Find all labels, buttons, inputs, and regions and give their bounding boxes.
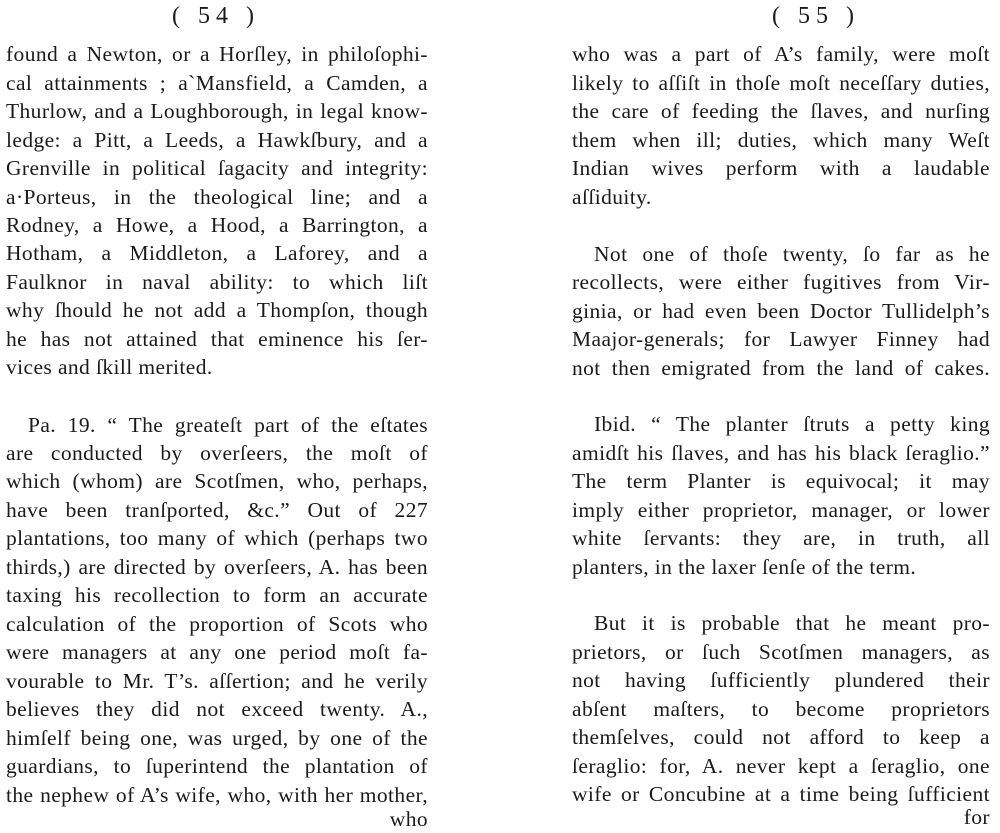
text-line: have been tranſported, &c.” Out of 227 xyxy=(6,498,428,522)
text-line: The term Planter is equivocal; it may xyxy=(572,469,990,493)
text-line: Grenville in political ſagacity and integrity: xyxy=(6,156,428,180)
text-line: ledge: a Pitt, a Leeds, a Hawkſbury, and a xyxy=(6,128,428,152)
text-line: Thurlow, and a Loughborough, in legal know- xyxy=(6,99,428,123)
text-line: taxing his recollection to form an accurate xyxy=(6,583,428,607)
text-line: the nephew of A’s wife, who, with her mother, xyxy=(6,783,428,807)
text-line: aſſiduity. xyxy=(572,185,652,209)
text-line: believes they did not exceed twenty. A., xyxy=(6,697,428,721)
text-line: Ibid. “ The planter ſtruts a petty king xyxy=(594,412,990,436)
text-line: recollects, were either fugitives from Vir- xyxy=(572,270,990,294)
text-line: ſeraglio: for, A. never kept a ſeraglio, one xyxy=(572,754,990,778)
text-line: Maajor-generals; for Lawyer Finney had xyxy=(572,327,990,351)
text-line: likely to aſſiſt in thoſe moſt neceſſary duties, xyxy=(572,71,990,95)
text-line: a·Porteus, in the theological line; and a xyxy=(6,185,428,209)
text-line: he has not attained that eminence his ſer- xyxy=(6,327,428,351)
left-page xyxy=(6,0,428,829)
text-line: not having ſufficiently plundered their xyxy=(572,668,990,692)
text-line: guardians, to ſuperintend the plantation of xyxy=(6,754,428,778)
text-line: Rodney, a Howe, a Hood, a Barrington, a xyxy=(6,213,428,237)
text-line: are conducted by overſeers, the moſt of xyxy=(6,441,428,465)
text-line: who was a part of A’s family, were moſt xyxy=(572,42,990,66)
text-line: them when ill; duties, which many Weſt xyxy=(572,128,990,152)
text-line: why ſhould he not add a Thompſon, though xyxy=(6,298,428,322)
text-line: vices and ſkill merited. xyxy=(6,355,213,379)
text-line: planters, in the laxer ſenſe of the term. xyxy=(572,555,917,579)
text-line: But it is probable that he meant pro- xyxy=(594,611,990,635)
text-line: amidſt his ſlaves, and has his black ſeraglio.” xyxy=(572,441,990,465)
text-line: himſelf being one, was urged, by one of the xyxy=(6,726,428,750)
text-line: were managers at any one period moſt fa- xyxy=(6,640,428,664)
text-line: Not one of thoſe twenty, ſo far as he xyxy=(594,242,990,266)
text-line: prietors, or ſuch Scotſmen managers, as xyxy=(572,640,990,664)
text-line: wife or Concubine at a time being ſufficient xyxy=(572,782,990,806)
text-line: white ſervants: they are, in truth, all xyxy=(572,526,990,550)
text-line: the care of feeding the ſlaves, and nurſing xyxy=(572,99,990,123)
text-line: calculation of the proportion of Scots who xyxy=(6,612,428,636)
text-line: plantations, too many of which (perhaps two xyxy=(6,526,428,550)
catchword: for xyxy=(963,805,990,829)
text-line: Indian wives perform with a laudable xyxy=(572,156,990,180)
text-line: imply either proprietor, manager, or lower xyxy=(572,498,990,522)
text-line: abſent maſters, to become proprietors xyxy=(572,697,990,721)
text-line: not then emigrated from the land of cakes. xyxy=(572,356,990,380)
text-line: Pa. 19. “ The greateſt part of the eſtates xyxy=(28,413,428,437)
right-page xyxy=(572,0,990,829)
text-line: ginia, or had even been Doctor Tullidelph’s xyxy=(572,299,990,323)
text-line: cal attainments ; a`Mansfield, a Camden, a xyxy=(6,71,428,95)
text-line: themſelves, could not afford to keep a xyxy=(572,725,990,749)
text-line: thirds,) are directed by overſeers, A. has been xyxy=(6,555,428,579)
page-number: ( 55 ) xyxy=(772,3,860,29)
catchword: who xyxy=(389,807,428,831)
text-line: Hotham, a Middleton, a Laforey, and a xyxy=(6,241,428,265)
text-line: Faulknor in naval ability: to which liſt xyxy=(6,270,428,294)
text-line: which (whom) are Scotſmen, who, perhaps, xyxy=(6,469,428,493)
text-line: vourable to Mr. T’s. aſſertion; and he verily xyxy=(6,669,428,693)
page-number: ( 54 ) xyxy=(172,3,260,29)
text-line: found a Newton, or a Horſley, in philoſophi- xyxy=(6,42,428,66)
